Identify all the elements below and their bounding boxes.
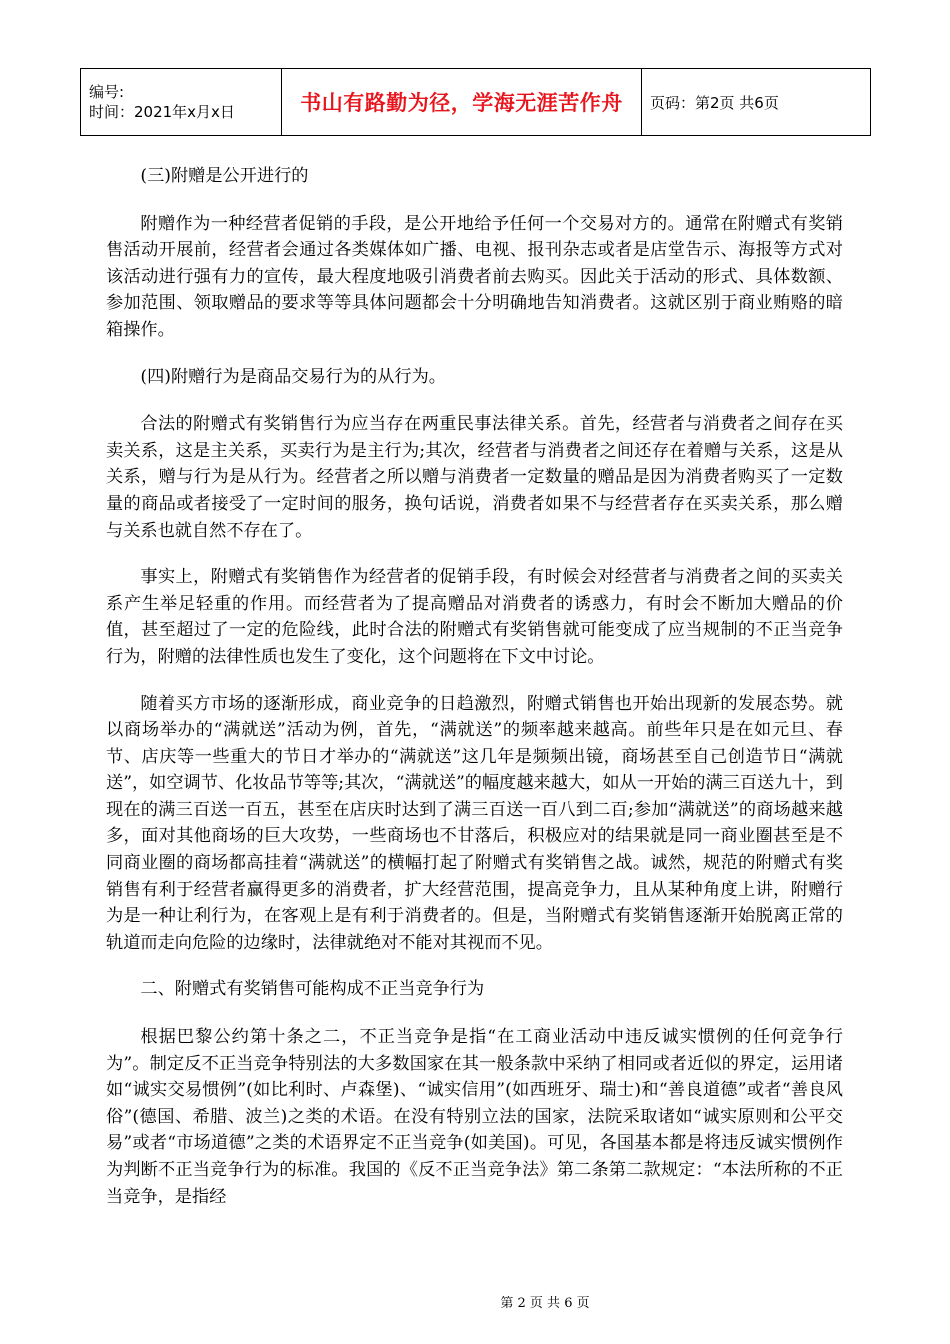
document-number: 编号: — [89, 83, 125, 101]
section-heading: 二、附赠式有奖销售可能构成不正当竞争行为 — [140, 979, 485, 1000]
section-heading: (三)附赠是公开进行的 — [140, 166, 309, 186]
body-paragraph: 附赠作为一种经营者促销的手段，是公开地给予任何一个交易对方的。通常在附赠式有奖销售活动开展前，经营者会通过各类媒体如广播、电视、报刊杂志或者是店堂告示、海报等方式对该活动进行强有力的宣传，最大程度地吸引消费者前去购买。因此关于活动的形式、具体数额、参加范围、领取赠品的要求等等具体问题都会十分明确地告知消费者。这就区别于商业贿赂的暗箱操作。 — [106, 213, 843, 340]
body-paragraph: 根据巴黎公约第十条之二，不正当竞争是指“在工商业活动中违反诚实惯例的任何竞争行为”。制定反不正当竞争特别法的大多数国家在其一般条款中采纳了相同或者近似的界定，运用诸如“诚实交易惯例”(如比利时、卢森堡)、“诚实信用”(如西班牙、瑞士)和“善良道德”或者“善良风俗”(德国、希腊、波兰)之类的术语。在没有特别立法的国家，法院采取诸如“诚实原则和公平交易”或者“市场道德”之类的术语界定不正当竞争(如美国)。可见，各国基本都是将违反诚实惯例作为判断不正当竞争行为的标准。我国的《反不正当竞争法》第二条第二款规定：“本法所称的不正当竞争，是指经 — [106, 1027, 843, 1207]
body-paragraph: 合法的附赠式有奖销售行为应当存在两重民事法律关系。首先，经营者与消费者之间存在买卖关系，这是主关系，买卖行为是主行为;其次，经营者与消费者之间还存在着赠与关系，这是从关系，赠与行为是从行为。经营者之所以赠与消费者一定数量的赠品是因为消费者购买了一定数量的商品或者接受了一定时间的服务，换句话说，消费者如果不与经营者存在买卖关系，那么赠与关系也就自然不存在了。 — [106, 414, 843, 541]
body-paragraph: 事实上，附赠式有奖销售作为经营者的促销手段，有时候会对经营者与消费者之间的买卖关系产生举足轻重的作用。而经营者为了提高赠品对消费者的诱惑力，有时会不断加大赠品的价值，甚至超过了一定的危险线，此时合法的附赠式有奖销售就可能变成了应当规制的不正当竞争行为，附赠的法律性质也发生了变化，这个问题将在下文中讨论。 — [106, 567, 843, 667]
page-footer: 第 2 页 共 6 页 — [500, 1296, 590, 1311]
header-motto: 书山有路勤为径，学海无涯苦作舟 — [282, 69, 642, 135]
header-table — [80, 68, 871, 136]
section-heading: (四)附赠行为是商品交易行为的从行为。 — [140, 366, 446, 387]
document-body — [106, 163, 843, 1230]
header-meta — [81, 69, 282, 135]
document-time: 时间：2021年x月x日 — [89, 103, 235, 121]
header-page-number: 页码：第2页 共6页 — [650, 93, 779, 112]
body-paragraph: 随着买方市场的逐渐形成，商业竞争的日趋激烈，附赠式销售也开始出现新的发展态势。就以商场举办的“满就送”活动为例，首先，“满就送”的频率越来越高。前些年只是在如元旦、春节、店庆等一些重大的节日才举办的“满就送”这几年是频频出镜，商场甚至自己创造节日“满就送”，如空调节、化妆品节等等;其次，“满就送”的幅度越来越大，如从一开始的满三百送九十，到现在的满三百送一百五，甚至在店庆时达到了满三百送一百八到二百;参加“满就送”的商场越来越多，面对其他商场的巨大攻势，一些商场也不甘落后，积极应对的结果就是同一商业圈甚至是不同商业圈的商场都高挂着“满就送”的横幅打起了附赠式有奖销售之战。诚然，规范的附赠式有奖销售有利于经营者赢得更多的消费者，扩大经营范围，提高竞争力，且从某种角度上讲，附赠行为是一种让利行为，在客观上是有利于消费者的。但是，当附赠式有奖销售逐渐开始脱离正常的轨道而走向危险的边缘时，法律就绝对不能对其视而不见。 — [106, 693, 843, 953]
